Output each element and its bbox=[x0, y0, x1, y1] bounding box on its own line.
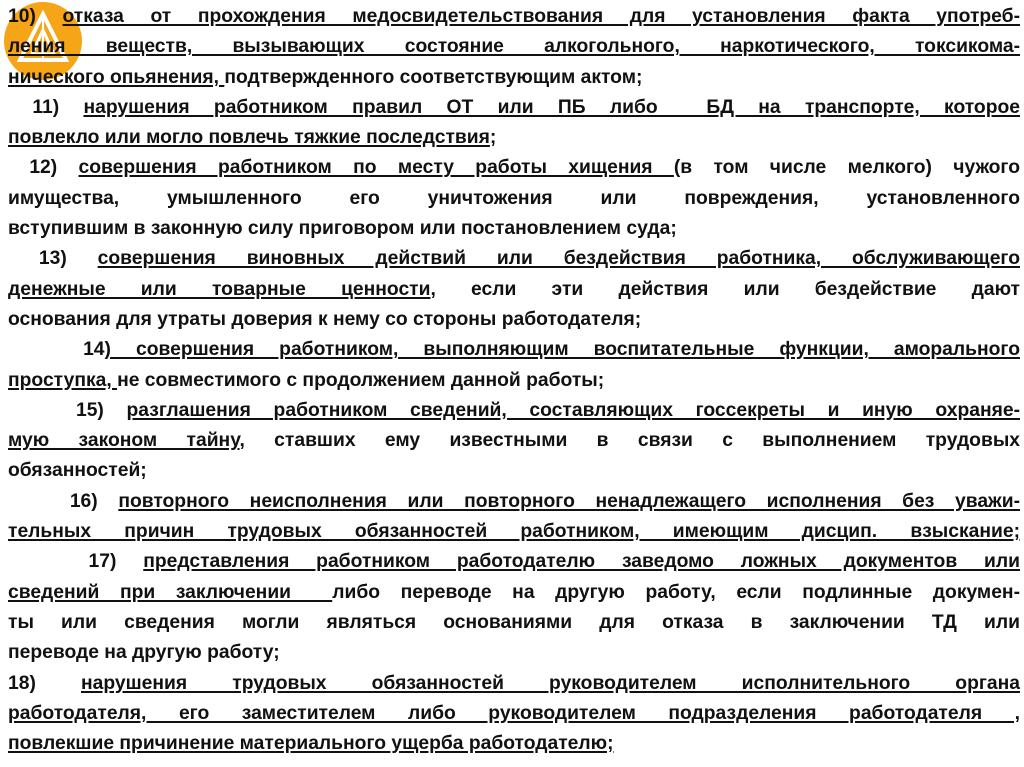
text-line bbox=[8, 426, 1020, 456]
text-segment: 17) bbox=[8, 551, 144, 573]
underlined-text: ления веществ, вызывающих состояние алкогольного, наркотического, токсикома- bbox=[8, 36, 1020, 58]
text-segment: вступившим в законную силу приговором или постановлением суда; bbox=[8, 218, 677, 240]
underlined-text: повторного неисполнения или повторного ненадлежащего исполнения без уважи- bbox=[118, 490, 1020, 512]
underlined-text: нарушения работником правил ОТ или ПБ либо БД на транспорте, которое bbox=[83, 96, 1020, 118]
underlined-text: нического опьянения, bbox=[8, 66, 225, 88]
text-line bbox=[8, 93, 1020, 123]
text-line bbox=[8, 396, 1020, 426]
text-line bbox=[8, 214, 1020, 244]
text-segment: имущества, умышленного его уничтожения или повреждения, установленного bbox=[8, 187, 1020, 209]
underlined-text: ) совершения работником, выполняющим воспитательные функции, аморального bbox=[104, 339, 1020, 361]
text-line bbox=[8, 638, 1020, 668]
underlined-text: тельных причин трудовых обязанностей работником, имеющим дисцип. взыскание; bbox=[8, 521, 1020, 543]
text-segment: ; bbox=[489, 127, 497, 149]
text-segment: переводе на другую работу; bbox=[8, 642, 280, 664]
text-line bbox=[8, 244, 1020, 274]
underlined-text: мую законом тайну bbox=[8, 430, 240, 452]
text-line bbox=[8, 305, 1020, 335]
text-segment: 11) bbox=[8, 96, 84, 118]
text-line bbox=[8, 517, 1020, 547]
underlined-text: отказа от прохождения медосвидетельствования для установления факта употреб- bbox=[62, 6, 1020, 27]
text-segment: 15) bbox=[8, 399, 127, 421]
underlined-text: сведений при заключении bbox=[8, 581, 333, 603]
text-segment: либо переводе на другую работу, если подлинные докумен- bbox=[332, 581, 1020, 603]
text-segment: 16) bbox=[8, 490, 119, 512]
text-segment: 18) bbox=[8, 672, 81, 694]
text-line bbox=[8, 2, 1020, 32]
underlined-text: повлекшие причинение материального ущерба работодателю; bbox=[8, 733, 614, 755]
underlined-text: денежные или товарные ценности bbox=[8, 278, 431, 300]
text-segment: 14 bbox=[8, 339, 105, 361]
text-segment: обязанностей; bbox=[8, 460, 147, 482]
text-line bbox=[8, 608, 1020, 638]
text-line bbox=[8, 729, 1020, 759]
text-line bbox=[8, 487, 1020, 517]
text-line bbox=[8, 153, 1020, 183]
text-line bbox=[8, 547, 1020, 577]
text-segment: (в том числе мелкого) чужого bbox=[673, 157, 1020, 179]
text-segment: не совместимого с продолжением данной работы; bbox=[117, 369, 605, 391]
text-line bbox=[8, 63, 1020, 93]
underlined-text: совершения работником по месту работы хищения bbox=[78, 157, 674, 179]
text-line bbox=[8, 366, 1020, 396]
underlined-text: разглашения работником сведений, составляющих госсекреты и иную охраняе- bbox=[126, 399, 1020, 421]
text-segment: 12) bbox=[8, 157, 79, 179]
text-line bbox=[8, 123, 1020, 153]
underlined-text: нарушения трудовых обязанностей руководителем исполнительного органа bbox=[80, 672, 1020, 694]
underlined-text: повлекло или могло повлечь тяжкие последствия bbox=[8, 127, 490, 149]
text-segment: основания для утраты доверия к нему со стороны работодателя; bbox=[8, 308, 642, 330]
text-segment: , ставших ему известными в связи с выполнением трудовых bbox=[239, 430, 1021, 452]
underlined-text: проступка, bbox=[8, 369, 118, 391]
text-line bbox=[8, 699, 1020, 729]
text-line bbox=[8, 456, 1020, 486]
text-line bbox=[8, 578, 1020, 608]
text-line bbox=[8, 32, 1020, 62]
text-segment: подтвержденного соответствующим актом; bbox=[224, 66, 643, 88]
text-line bbox=[8, 669, 1020, 699]
document-text bbox=[8, 2, 1020, 759]
text-segment: 10) bbox=[8, 6, 63, 27]
underlined-text: работодателя, его заместителем либо руководителем подразделения работодателя , bbox=[8, 702, 1020, 724]
underlined-text: совершения виновных действий или бездействия работника, обслуживающего bbox=[97, 248, 1020, 270]
text-segment: 13) bbox=[8, 248, 98, 270]
text-segment: , если эти действия или бездействие дают bbox=[430, 278, 1020, 300]
text-line bbox=[8, 335, 1020, 365]
text-line bbox=[8, 184, 1020, 214]
text-line bbox=[8, 275, 1020, 305]
text-segment: ты или сведения могли являться основаниями для отказа в заключении ТД или bbox=[8, 611, 1020, 633]
underlined-text: представления работником работодателю заведомо ложных документов или bbox=[143, 551, 1020, 573]
